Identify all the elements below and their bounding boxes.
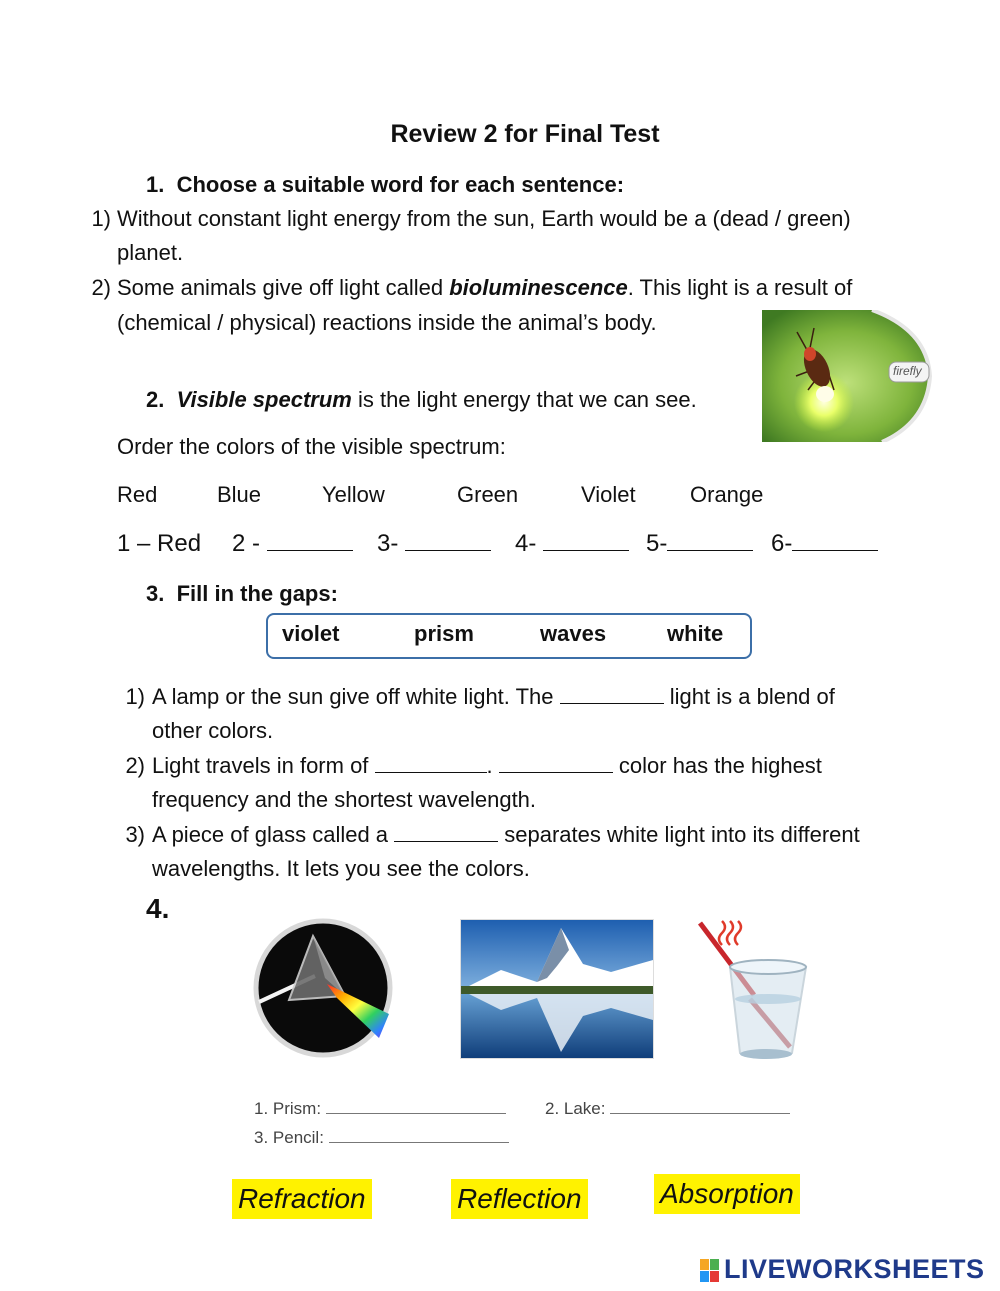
s1-item1-line2: planet. — [117, 240, 184, 265]
firefly-image — [762, 310, 932, 442]
answer-blank[interactable] — [405, 528, 491, 551]
color-word: Orange — [690, 482, 764, 507]
color-word: Yellow — [322, 482, 385, 507]
s1-item2-number: 2) — [91, 275, 111, 300]
logo-icon — [700, 1259, 720, 1283]
section1-heading — [146, 168, 624, 202]
color-word: Violet — [581, 482, 636, 507]
order-slot: 2 - — [232, 527, 353, 561]
color-word: Red — [117, 482, 158, 507]
answer-blank[interactable] — [499, 750, 613, 773]
answer-blank[interactable] — [543, 528, 629, 551]
visible-spectrum-term: Visible spectrum — [176, 387, 352, 412]
s1-item1-line1: Without constant light energy from the sun, Earth would be a (dead / green) — [117, 206, 851, 231]
answer-blank[interactable] — [326, 1099, 506, 1114]
word-bank-item: prism — [414, 621, 474, 646]
answer-blank[interactable] — [394, 819, 498, 842]
logo-text: LIVEWORKSHEETS — [724, 1254, 985, 1284]
q4-label-pencil: 3. Pencil: — [254, 1128, 509, 1148]
answer-blank[interactable] — [329, 1128, 509, 1143]
s3-item3-line2: wavelengths. It lets you see the colors. — [152, 856, 530, 881]
section2-number: 2. — [146, 387, 165, 412]
order-slot: 5- — [646, 527, 753, 561]
s3-item2-line1: Light travels in form of . color has the highest — [152, 749, 822, 783]
mountain-lake-image — [460, 919, 654, 1059]
order-first: 1 – Red — [117, 530, 202, 557]
s3-item2-line2: frequency and the shortest wavelength. — [152, 787, 537, 812]
section3-heading — [146, 577, 338, 611]
section3-heading-text: Fill in the gaps: — [176, 581, 338, 606]
s3-item3-line1: A piece of glass called a separates white light into its different — [152, 818, 860, 852]
order-slot: 3- — [377, 527, 491, 561]
q4-label-lake: 2. Lake: — [545, 1099, 790, 1119]
s1-item2-line1: Some animals give off light called bioluminescence. This light is a result of — [117, 275, 853, 300]
section2-heading: 2. Visible spectrum is the light energy that we can see. — [146, 387, 697, 412]
answer-chip-reflection[interactable]: Reflection — [451, 1179, 588, 1219]
s3-item3-number: 3) — [125, 822, 145, 847]
color-word: Green — [457, 482, 519, 507]
section2-instruction: Order the colors of the visible spectrum: — [117, 434, 506, 459]
s3-item1-line2: other colors. — [152, 718, 274, 743]
s3-item1-number: 1) — [125, 684, 145, 709]
color-word: Blue — [217, 482, 262, 507]
word-bank-item: white — [667, 621, 724, 646]
pencil-in-glass-image — [694, 915, 812, 1063]
s3-item1-line1: A lamp or the sun give off white light. The light is a blend of — [152, 680, 835, 714]
answer-blank[interactable] — [267, 528, 353, 551]
word-bank-item: waves — [540, 621, 607, 646]
word-bank-item: violet — [282, 621, 340, 646]
s1-item2-line2: (chemical / physical) reactions inside the animal’s body. — [117, 310, 657, 335]
page-title: Review 2 for Final Test — [390, 120, 660, 148]
section4-heading: 4. — [146, 893, 170, 924]
word-bank — [266, 613, 752, 659]
order-slot: 6- — [771, 527, 878, 561]
order-slot: 4- — [515, 527, 629, 561]
firefly-label: firefly — [893, 364, 922, 378]
answer-blank[interactable] — [375, 750, 487, 773]
answer-chip-refraction[interactable]: Refraction — [232, 1179, 372, 1219]
section3-number: 3. — [146, 581, 165, 606]
bioluminescence-term: bioluminescence — [449, 275, 628, 300]
s3-item2-number: 2) — [125, 753, 145, 778]
liveworksheets-logo — [700, 1254, 985, 1285]
answer-blank[interactable] — [667, 528, 753, 551]
answer-chip-absorption[interactable]: Absorption — [654, 1174, 800, 1214]
s1-item1-number: 1) — [91, 206, 111, 231]
q4-label-prism: 1. Prism: — [254, 1099, 506, 1119]
section1-number: 1. — [146, 172, 165, 197]
section1-heading-text: Choose a suitable word for each sentence: — [176, 172, 625, 197]
answer-blank[interactable] — [792, 528, 878, 551]
answer-blank[interactable] — [560, 681, 664, 704]
prism-image — [253, 918, 393, 1058]
answer-blank[interactable] — [610, 1099, 790, 1114]
